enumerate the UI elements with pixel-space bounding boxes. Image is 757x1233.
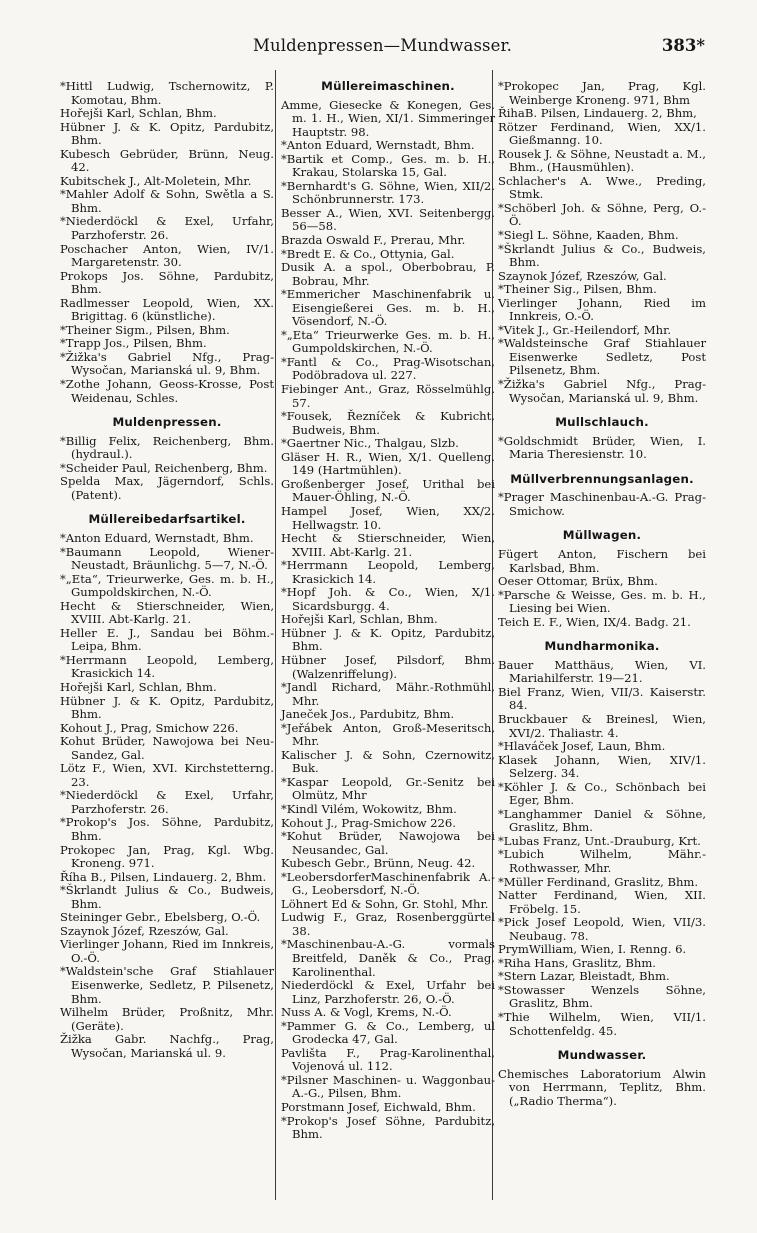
directory-entry: *Köhler J. & Co., Schönbach bei Eger, Bhm.	[498, 779, 706, 808]
directory-entry: *Zothe Johann, Geoss-Krosse, Post Weidenau, Schles.	[60, 377, 274, 405]
directory-entry: Prokops Jos. Söhne, Pardubitz, Bhm.	[60, 268, 274, 297]
section-heading: Muldenpressen.	[112, 415, 222, 430]
directory-entry: Natter Ferdinand, Wien, XII. Fröbelg. 15.	[498, 888, 706, 916]
directory-entry: Hořejši Karl, Schlan, Bhm.	[60, 679, 217, 694]
directory-entry: *Pick Josef Leopold, Wien, VII/3. Neubaug. 78.	[498, 915, 706, 943]
section-heading: Mullschlauch.	[555, 415, 649, 430]
directory-entry: *Riha Hans, Graslitz, Bhm.	[498, 955, 656, 970]
directory-entry: *Schöberl Joh. & Söhne, Perg, O.-Ö.	[498, 200, 706, 229]
section-heading: Mundharmonika.	[544, 639, 660, 654]
directory-entry: Großenberger Josef, Urithal bei Mauer-Öhling, N.-Ö.	[281, 476, 495, 505]
directory-entry: *Prager Maschinenbau-A.-G. Prag-Smichow.	[498, 490, 706, 518]
directory-entry: *Trapp Jos., Pilsen, Bhm.	[60, 336, 207, 351]
directory-entry: Pavlišta F., Prag-Karolinenthal, Vojenová ul. 112.	[281, 1045, 495, 1074]
directory-entry: Biel Franz, Wien, VII/3. Kaiserstr. 84.	[498, 684, 706, 713]
directory-entry: Gläser H. R., Wien, X/1. Quelleng. 149 (Hartmühlen).	[281, 449, 495, 478]
directory-entry: *Pammer G. & Co., Lemberg, ul Grodecka 47, Gal.	[281, 1018, 495, 1047]
directory-entry: Ludwig F., Graz, Rosenberggürtel 38.	[281, 910, 495, 938]
directory-entry: Hübner Josef, Pilsdorf, Bhm. (Walzenriffelung).	[281, 652, 495, 681]
directory-entry: *Billig Felix, Reichenberg, Bhm. (hydraul.).	[60, 433, 274, 462]
directory-entry: *Langhammer Daniel & Söhne, Graslitz, Bhm.	[498, 806, 706, 835]
directory-entry: *Anton Eduard, Wernstadt, Bhm.	[281, 138, 475, 153]
directory-entry: Rötzer Ferdinand, Wien, XX/1. Gießmanng. 10.	[498, 119, 706, 148]
directory-entry: *Stowasser Wenzels Söhne, Graslitz, Bhm.	[498, 982, 706, 1011]
middle-column	[281, 80, 495, 1142]
directory-entry: Říha B., Pilsen, Lindauerg. 2, Bhm.	[60, 869, 267, 884]
directory-entry: *Stern Lazar, Bleistadt, Bhm.	[498, 969, 670, 984]
directory-entry: *Waldsteinsche Graf Stiahlauer Eisenwerke Sedletz, Post Pilsenetz, Bhm.	[498, 336, 706, 378]
directory-entry: *„Eta“, Trieurwerke, Ges. m. b. H., Gumpoldskirchen, N.-Ö.	[60, 571, 274, 600]
directory-entry: Kubesch Gebrüder, Brünn, Neug. 42.	[60, 146, 274, 175]
directory-entry: Brazda Oswald F., Prerau, Mhr.	[281, 233, 466, 248]
directory-entry: Hübner J. & K. Opitz, Pardubitz, Bhm.	[60, 119, 274, 148]
directory-entry: Hampel Josef, Wien, XX/2. Hellwagstr. 10.	[281, 503, 495, 532]
directory-entry: Kubesch Gebr., Brünn, Neug. 42.	[281, 856, 476, 871]
directory-entry: Löhnert Ed & Sohn, Gr. Stohl, Mhr.	[281, 896, 489, 911]
directory-entry: *Pilsner Maschinen- u. Waggonbau-A.-G., Pilsen, Bhm.	[281, 1072, 495, 1101]
directory-entry: *Theiner Sigm., Pilsen, Bhm.	[60, 322, 230, 337]
directory-entry: *Maschinenbau-A.-G. vormals Breitfeld, Daněk & Co., Prag, Karolinenthal.	[281, 937, 495, 979]
directory-entry: *Lubich Wilhelm, Mähr.-Rothwasser, Mhr.	[498, 847, 706, 875]
page-title: Muldenpressen—Mundwasser.	[253, 36, 512, 55]
directory-entry: PrymWilliam, Wien, I. Renng. 6.	[498, 942, 687, 957]
directory-entry: Teich E. F., Wien, IX/4. Badg. 21.	[498, 614, 691, 629]
directory-entry: *„Eta“ Trieurwerke Ges. m. b. H., Gumpoldskirchen, N.-Ö.	[281, 327, 495, 356]
directory-entry: *Thie Wilhelm, Wien, VII/1. Schottenfeldg. 45.	[498, 1010, 706, 1038]
directory-entry: *Herrmann Leopold, Lemberg, Krasickich 14.	[281, 558, 495, 586]
directory-entry: Kubitschek J., Alt-Moletein, Mhr.	[60, 173, 252, 188]
directory-entry: *Siegl L. Söhne, Kaaden, Bhm.	[498, 228, 679, 243]
directory-entry: Bruckbauer & Breinesl, Wien, XVI/2. Thaliastr. 4.	[498, 711, 706, 740]
page-header	[60, 36, 705, 62]
directory-entry: *Kaspar Leopold, Gr.-Senitz bei Olmütz, Mhr	[281, 774, 495, 803]
directory-entry: Schlacher's A. Wwe., Preding, Stmk.	[498, 173, 706, 202]
directory-entry: *Theiner Sig., Pilsen, Bhm.	[498, 282, 657, 297]
directory-entry: *LeobersdorferMaschinenfabrik A.-G., Leobersdorf, N.-Ö.	[281, 869, 495, 898]
directory-entry: *Niederdöckl & Exel, Urfahr, Parzhoferstr. 26.	[60, 788, 274, 816]
directory-entry: *Anton Eduard, Wernstadt, Bhm.	[60, 530, 254, 545]
directory-entry: Vierlinger Johann, Ried im Innkreis, O.-Ö.	[498, 295, 706, 324]
directory-entry: *Scheider Paul, Reichenberg, Bhm.	[60, 460, 268, 475]
directory-entry: *Jeřábek Anton, Groß-Meseritsch, Mhr.	[281, 720, 495, 749]
directory-entry: *Žižka's Gabriel Nfg., Prag-Wysočan, Marianská ul. 9, Bhm.	[498, 377, 706, 405]
directory-entry: Žižka Gabr. Nachfg., Prag, Wysočan, Marianská ul. 9.	[60, 1032, 274, 1060]
directory-entry: *Fousek, Řezníček & Kubricht, Budweis, Bhm.	[281, 409, 495, 437]
directory-entry: Spelda Max, Jägerndorf, Schls. (Patent).	[60, 474, 274, 502]
directory-entry: *Waldstein'sche Graf Stiahlauer Eisenwerke, Sedletz, P. Pilsenetz, Bhm.	[60, 964, 274, 1006]
directory-entry: Wilhelm Brüder, Proßnitz, Mhr. (Geräte).	[60, 1005, 274, 1033]
section-heading: Müllverbrennungsanlagen.	[510, 471, 694, 486]
section-heading: Müllwagen.	[562, 528, 642, 543]
directory-entry: *Niederdöckl & Exel, Urfahr, Parzhoferstr. 26.	[60, 214, 274, 243]
directory-entry: Radlmesser Leopold, Wien, XX. Brigittag. 6 (künstliche).	[60, 295, 274, 324]
directory-entry: Kohout J., Prag-Smichow 226.	[281, 815, 456, 830]
directory-entry: Nuss A. & Vogl, Krems, N.-Ö.	[281, 1005, 452, 1020]
directory-entry: Kohout J., Prag, Smichow 226.	[60, 720, 239, 735]
directory-entry: Prokopec Jan, Prag, Kgl. Wbg. Kroneng. 971.	[60, 842, 274, 871]
directory-entry: *Parsche & Weisse, Ges. m. b. H., Liesing bei Wien.	[498, 587, 706, 616]
directory-entry: Hecht & Stierschneider, Wien, XVIII. Abt-Karlg. 21.	[281, 531, 495, 559]
directory-entry: Heller E. J., Sandau bei Böhm.-Leipa, Bhm.	[60, 625, 274, 654]
directory-entry: *Baumann Leopold, Wiener-Neustadt, Bräunlichg. 5—7, N.-Ö.	[60, 544, 274, 573]
page-number: 383*	[661, 36, 705, 55]
directory-entry: Vierlinger Johann, Ried im Innkreis, O.-Ö.	[60, 937, 274, 965]
directory-entry: Fiebinger Ant., Graz, Rösselmühlg. 57.	[281, 382, 495, 410]
directory-entry: *Škrlandt Julius & Co., Budweis, Bhm.	[60, 883, 274, 911]
section-heading: Müllereibedarfsartikel.	[88, 512, 246, 527]
directory-entry: *Hopf Joh. & Co., Wien, X/1. Sicardsburgg. 4.	[281, 585, 495, 613]
directory-entry: Hořejši Karl, Schlan, Bhm.	[281, 612, 438, 627]
directory-entry: Szaynok Józef, Rzeszów, Gal.	[498, 268, 667, 283]
directory-entry: Poschacher Anton, Wien, IV/1. Margaretenstr. 30.	[60, 241, 274, 270]
directory-entry: Steininger Gebr., Ebelsberg, O.-Ö.	[60, 910, 261, 925]
section-heading: Müllereimaschinen.	[321, 79, 455, 93]
directory-entry: Amme, Giesecke & Konegen, Ges. m. 1. H., Wien, XI/1. Simmeringer Hauptstr. 98.	[281, 97, 495, 139]
directory-entry: *Bernhardt's G. Söhne, Wien, XII/2. Schönbrunnerstr. 173.	[281, 178, 495, 207]
column-divider	[275, 70, 276, 1200]
directory-entry: *Emmericher Maschinenfabrik u. Eisengießerei Ges. m. b. H., Vösendorf, N.-Ö.	[281, 287, 495, 329]
directory-entry: *Herrmann Leopold, Lemberg, Krasickich 14.	[60, 652, 274, 681]
directory-entry: *Müller Ferdinand, Graslitz, Bhm.	[498, 874, 699, 889]
directory-entry: Hořejši Karl, Schlan, Bhm.	[60, 106, 217, 121]
directory-entry: *Goldschmidt Brüder, Wien, I. Maria Theresienstr. 10.	[498, 433, 706, 462]
directory-entry: ŘihaB. Pilsen, Lindauerg. 2, Bhm,	[498, 106, 697, 121]
section-heading: Mundwasser.	[557, 1048, 647, 1063]
directory-entry: *Prokop's Jos. Söhne, Pardubitz, Bhm.	[60, 815, 274, 843]
directory-entry: *Hittl Ludwig, Tschernowitz, P. Komotau, Bhm.	[60, 79, 274, 107]
directory-entry: Lötz F., Wien, XVI. Kirchstetterng. 23.	[60, 761, 274, 789]
directory-entry: *Bredt E. & Co., Ottynia, Gal.	[281, 246, 455, 261]
directory-entry: Chemisches Laboratorium Alwin von Herrmann, Teplitz, Bhm. („Radio Therma“).	[498, 1066, 706, 1108]
directory-entry: Szaynok Józef, Rzeszów, Gal.	[60, 923, 229, 938]
directory-entry: *Lubas Franz, Unt.-Drauburg, Krt.	[498, 833, 701, 848]
directory-entry: Bauer Matthäus, Wien, VI. Mariahilferstr. 19—21.	[498, 657, 706, 686]
directory-entry: *Fantl & Co., Prag-Wisotschan, Podöbradova ul. 227.	[281, 354, 495, 383]
directory-entry: *Mahler Adolf & Sohn, Swětla a S. Bhm.	[60, 187, 274, 215]
directory-entry: Hübner J. & K. Opitz, Pardubitz, Bhm.	[60, 693, 274, 722]
directory-entry: Hübner J. & K. Opitz, Pardubitz, Bhm.	[281, 625, 495, 654]
directory-entry: *Kohut Brüder, Nawojowa bei Neusandec, Gal.	[281, 829, 495, 857]
directory-entry: Kohut Brüder, Nawojowa bei Neu-Sandez, Gal.	[60, 734, 274, 762]
directory-entry: Oeser Ottomar, Brüx, Bhm.	[498, 574, 658, 589]
directory-entry: *Bartik et Comp., Ges. m. b. H., Krakau, Stolarska 15, Gal.	[281, 151, 495, 180]
directory-entry: *Prokopec Jan, Prag, Kgl. Weinberge Kroneng. 971, Bhm	[498, 79, 706, 107]
directory-entry: *Vitek J., Gr.-Heilendorf, Mhr.	[498, 322, 672, 337]
directory-entry: Besser A., Wien, XVI. Seitenbergg. 56—58.	[281, 205, 495, 234]
right-column	[498, 80, 706, 1108]
directory-entry: Rousek J. & Söhne, Neustadt a. M., Bhm., (Hausmühlen).	[498, 146, 706, 175]
directory-entry: Janeček Jos., Pardubitz, Bhm.	[281, 707, 455, 722]
directory-entry: Klasek Johann, Wien, XIV/1. Selzerg. 34.	[498, 752, 706, 781]
directory-entry: *Jandl Richard, Mähr.-Rothmühl, Mhr.	[281, 680, 495, 708]
directory-entry: Porstmann Josef, Eichwald, Bhm.	[281, 1100, 476, 1115]
directory-entry: *Žižka's Gabriel Nfg., Prag-Wysočan, Marianská ul. 9, Bhm.	[60, 349, 274, 378]
directory-entry: Kalischer J. & Sohn, Czernowitz, Buk.	[281, 747, 495, 776]
directory-entry: *Gaertner Nic., Thalgau, Slzb.	[281, 436, 459, 451]
directory-entry: Niederdöckl & Exel, Urfahr bei Linz, Parzhoferstr. 26, O.-Ö.	[281, 978, 495, 1006]
directory-entry: *Kindl Vilém, Wokowitz, Bhm.	[281, 801, 457, 816]
directory-entry: *Prokop's Josef Söhne, Pardubitz, Bhm.	[281, 1113, 495, 1142]
directory-entry: Dusik A. a spol., Oberbobrau, P. Bobrau, Mhr.	[281, 260, 495, 288]
left-column	[60, 80, 274, 1060]
directory-entry: *Hlaváček Josef, Laun, Bhm.	[498, 739, 666, 754]
directory-entry: Fügert Anton, Fischern bei Karlsbad, Bhm.	[498, 546, 706, 575]
directory-entry: *Škrlandt Julius & Co., Budweis, Bhm.	[498, 241, 706, 270]
directory-entry: Hecht & Stierschneider, Wien, XVIII. Abt-Karlg. 21.	[60, 598, 274, 627]
